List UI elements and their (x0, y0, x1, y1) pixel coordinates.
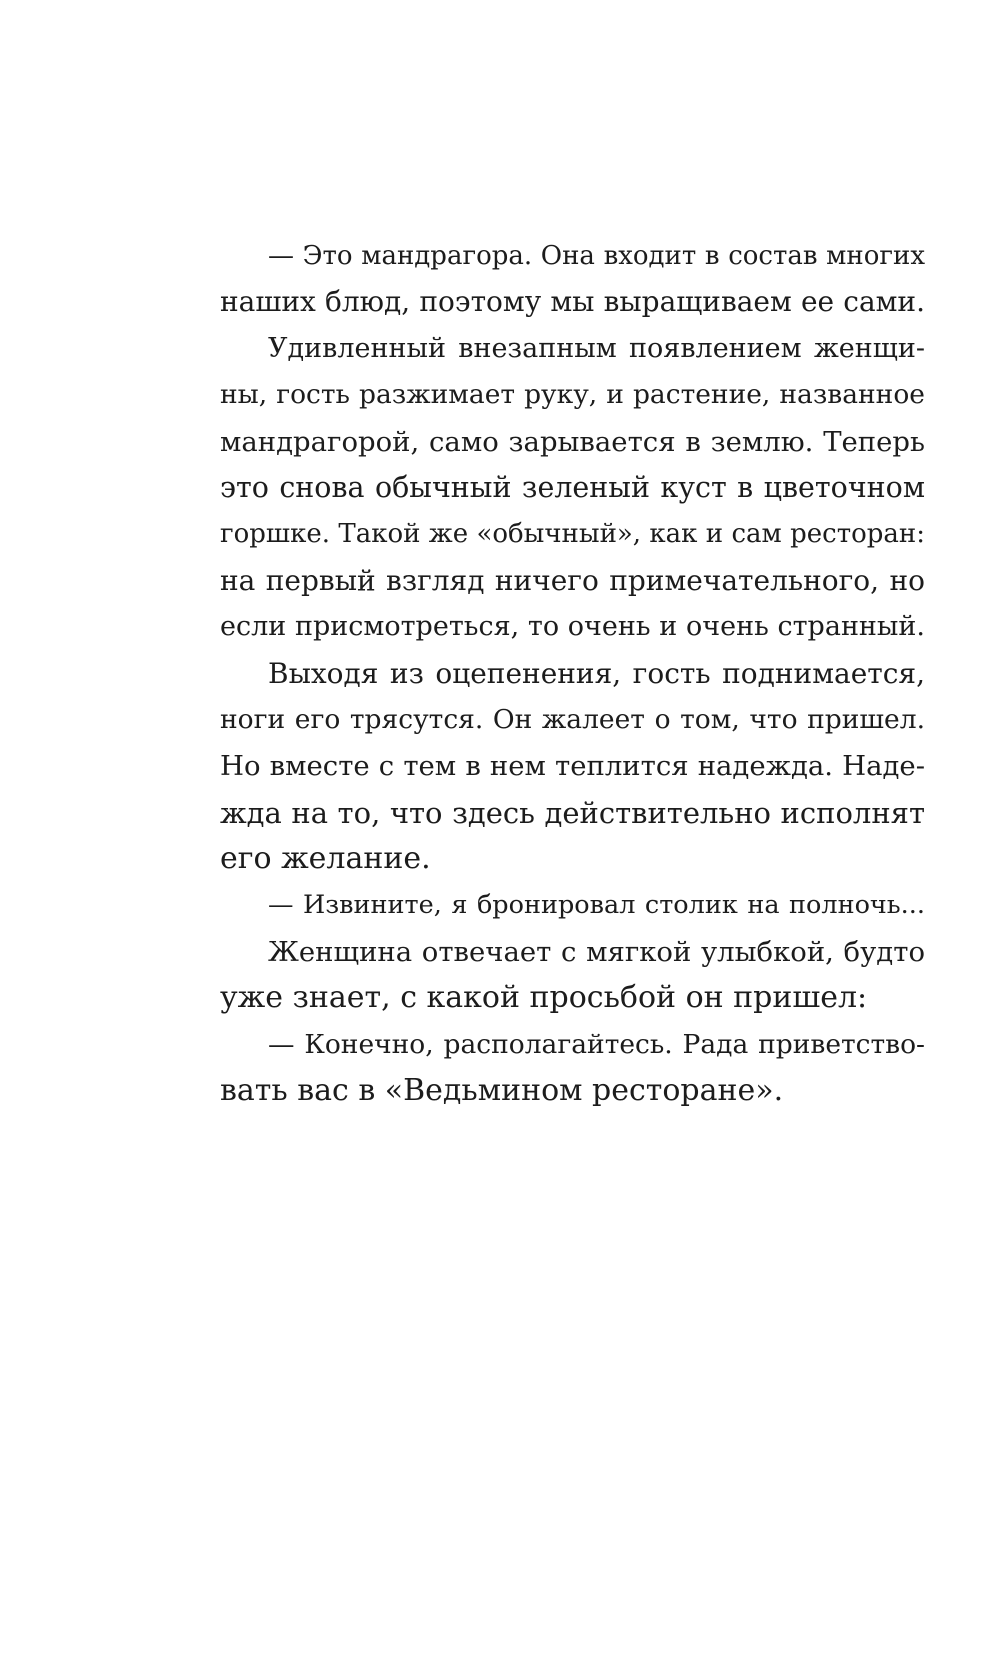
text-line: Удивленный внезапным появлением женщи- (268, 332, 925, 364)
text-line: — Это мандрагора. Она входит в состав многих (268, 241, 925, 271)
text-line: если присмотреться, то очень и очень странный. (220, 611, 925, 643)
paragraph-4 (220, 882, 925, 928)
text-line: Но вместе с тем в нем теплится надежда. Наде- (220, 750, 925, 783)
text-line: уже знает, с какой просьбой он пришел: (220, 980, 868, 1016)
paragraph-2 (220, 326, 925, 651)
text-line: это снова обычный зеленый куст в цветочном (220, 470, 925, 504)
text-line: — Конечно, располагайтесь. Рада приветство- (268, 1028, 925, 1060)
text-line: Женщина отвечает с мягкой улыбкой, будто (268, 935, 925, 968)
paragraph-3 (220, 651, 925, 883)
text-line: вать вас в «Ведьмином ресторане». (220, 1073, 784, 1109)
text-line: — Извините, я бронировал столик на полночь... (268, 890, 925, 921)
text-line: горшке. Такой же «обычный», как и сам ресторан: (220, 519, 925, 550)
text-line: мандрагорой, само зарывается в землю. Теперь (220, 425, 925, 458)
text-line: наших блюд, поэтому мы выращиваем ее сами. (220, 285, 925, 319)
text-line: его желание. (220, 841, 431, 877)
text-line: Выходя из оцепенения, гость поднимается, (268, 656, 925, 690)
paragraph-6 (220, 1022, 925, 1115)
text-line: на первый взгляд ничего примечательного, но (220, 563, 925, 597)
paragraph-1 (220, 233, 925, 326)
page-text (220, 233, 925, 1114)
text-line: ны, гость разжимает руку, и растение, названное (220, 379, 925, 411)
text-line: ноги его трясутся. Он жалеет о том, что пришел. (220, 703, 925, 735)
text-line: жда на то, что здесь действительно исполнят (220, 795, 925, 830)
paragraph-5 (220, 929, 925, 1022)
